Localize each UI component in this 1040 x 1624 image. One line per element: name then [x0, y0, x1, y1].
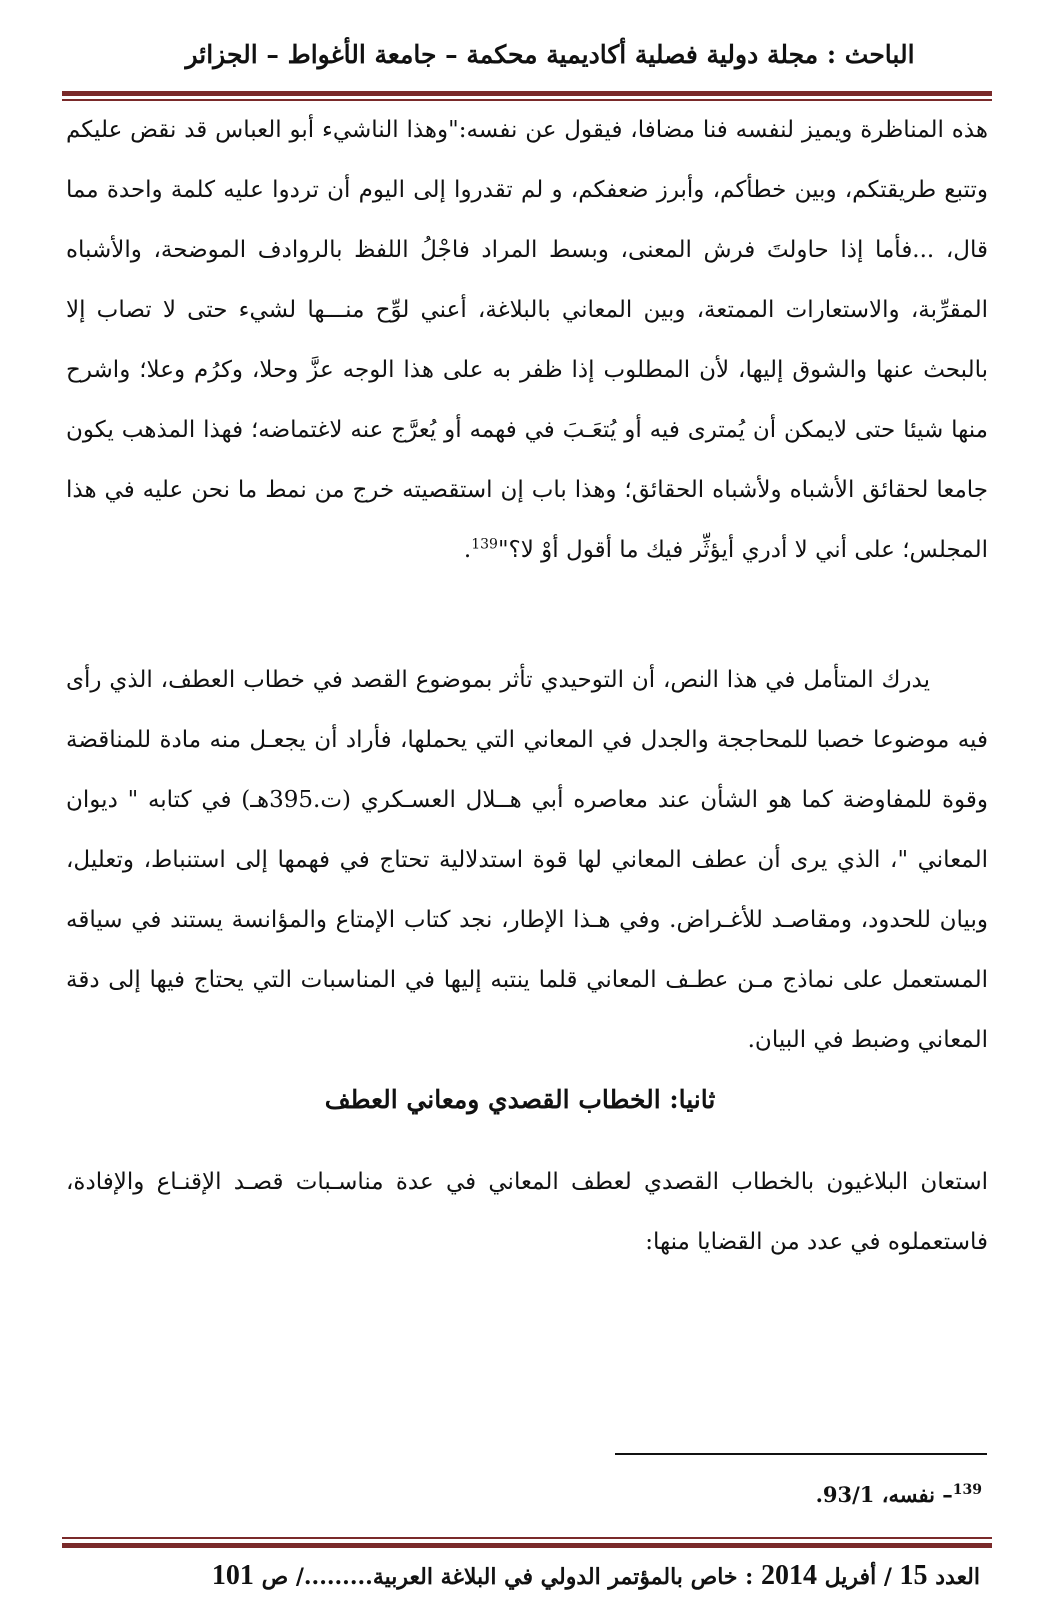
paragraph-quote-end: .	[463, 537, 472, 563]
paragraph-intro	[66, 1152, 988, 1272]
footer-description: : خاص بالمؤتمر الدولي في البلاغة العربية........./ ص	[261, 1564, 754, 1590]
footnote-text: – نفسه، 93/1.	[815, 1482, 953, 1507]
paragraph-intro-text: استعان البلاغيون بالخطاب القصدي لعطف المعاني في عدة مناسـبات قصـد الإقنـاع والإفادة، فاستعملوه في عدد من القضايا منها:	[66, 1169, 988, 1255]
footer-year: 2014	[760, 1560, 817, 1591]
footer-rule-thick	[62, 1543, 992, 1548]
footer-rule-thin	[62, 1537, 992, 1539]
footer-date: / أفريل	[824, 1564, 892, 1590]
footnote-separator	[615, 1453, 987, 1455]
header-rule-thick	[62, 91, 992, 96]
footer-issue-number: 15	[899, 1560, 928, 1591]
footer-issue-label: العدد	[935, 1564, 980, 1590]
footnote	[382, 1482, 982, 1507]
section-heading: ثانيا: الخطاب القصدي ومعاني العطف	[324, 1085, 716, 1114]
paragraph-quote-text: هذه المناظرة ويميز لنفسه فنا مضافا، فيقول عن نفسه:"وهذا الناشيء أبو العباس قد نقض عليكم وتتبع طريقتكم، وبين خطأكم، وأبرز ضعفكم، و لم تقدروا إلى اليوم أن تردوا عليه كلمة واحدة مما قال، ...فأما إذا حاولتَ فرش المعنى، وبسط المراد فاجْلُ اللفظ بالروادف الموضحة، والأشباه المقرِّبة، والاستعارات الممتعة، وبين المعاني بالبلاغة، أعني لوِّح منـــها لشيء حتى لا تصاب إلا بالبحث عنها والشوق إليها، لأن المطلوب إذا ظفر به على هذا الوجه عزَّ وحلا، وكرُم وعلا؛ واشرح منها شيئا حتى لايمكن أن يُمترى فيه أو يُتعَـبَ في فهمه أو يُعرَّج عنه لاغتماضه؛ فهذا المذهب يكون جامعا لحقائق الأشباه ولأشباه الحقائق؛ وهذا باب إن استقصيته خرج من نمط ما نحن عليه في هذا المجلس؛ على أني لا أدري أيؤثِّر فيك ما أقول أوْ لا؟"	[66, 117, 988, 563]
paragraph-analysis	[66, 650, 988, 1070]
footer	[90, 1560, 980, 1592]
footnote-ref: 139	[471, 536, 498, 553]
paragraph-quote	[66, 100, 988, 580]
footer-page-number: 101	[211, 1560, 254, 1591]
paragraph-analysis-text: يدرك المتأمل في هذا النص، أن التوحيدي تأثر بموضوع القصد في خطاب العطف، الذي رأى فيه موضوعا خصبا للمحاججة والجدل في المعاني التي يحملها، فأراد أن يجعـل منه مادة للمناقضة وقوة للمفاوضة كما هو الشأن عند معاصره أبي هــلال العسـكري (ت.395هـ) في كتابه " ديوان المعاني "، الذي يرى أن عطف المعاني لها قوة استدلالية تحتاج في فهمها إلى استنباط، وتعليل، وبيان للحدود، ومقاصـد للأغـراض. وفي هـذا الإطار، نجد كتاب الإمتاع والمؤانسة يستند في سياقه المستعمل على نماذج مـن عطـف المعاني قلما ينتبه إليها في المناسبات التي يحتاج فيها إلى دقة المعاني وضبط في البيان.	[66, 667, 988, 1053]
footnote-number: 139	[952, 1482, 982, 1498]
journal-header: الباحث : مجلة دولية فصلية أكاديمية محكمة – جامعة الأغواط – الجزائر	[185, 40, 915, 69]
